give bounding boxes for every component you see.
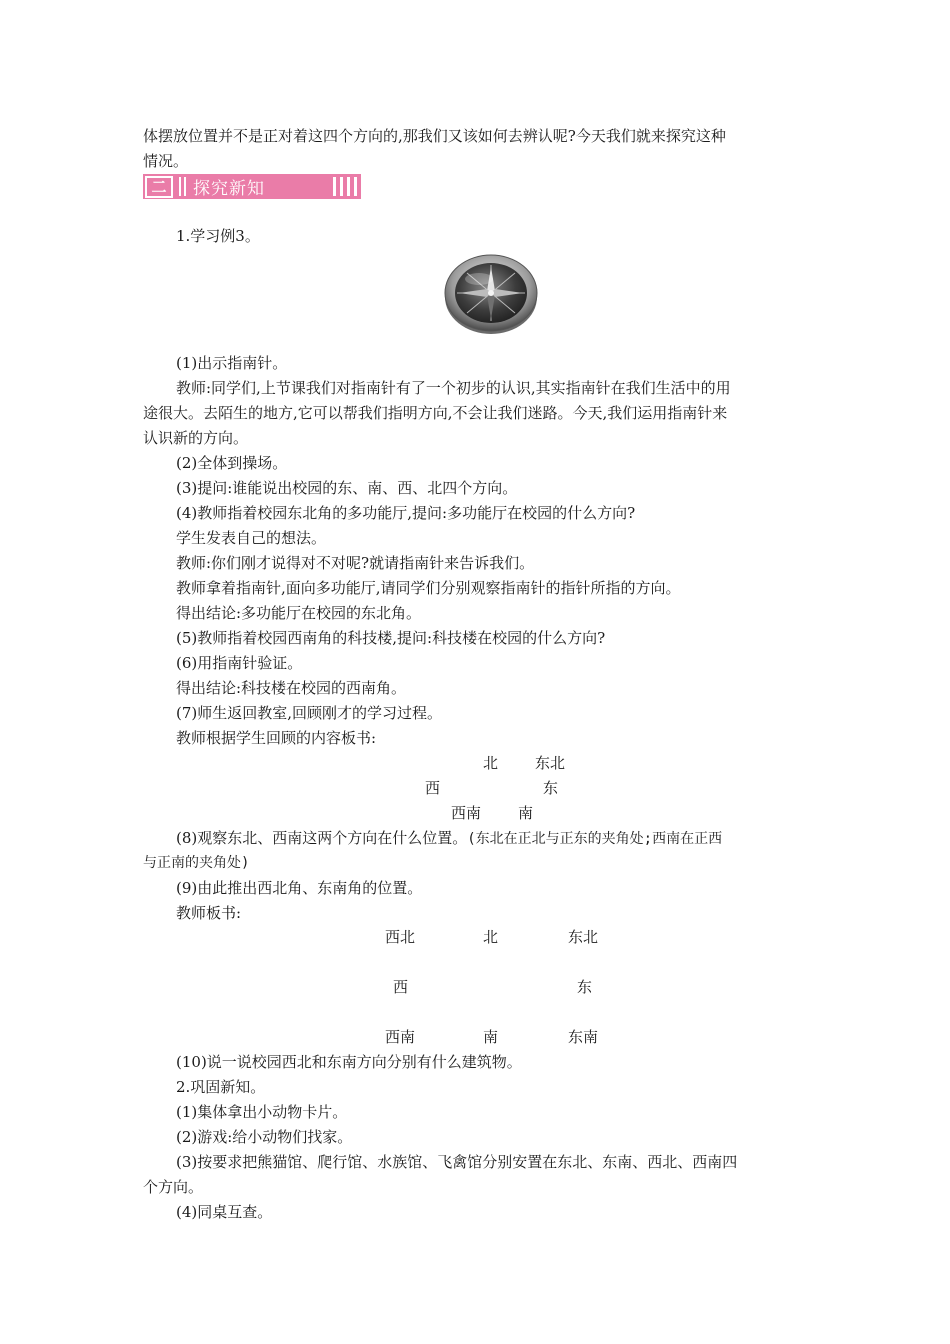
step-7-board: 教师根据学生回顾的内容板书:	[176, 729, 377, 747]
section-banner	[143, 174, 361, 199]
step-9-board: 教师板书:	[176, 904, 242, 922]
consolidate-4: (4)同桌互查。	[176, 1203, 273, 1221]
board2-southeast: 东南	[568, 1028, 599, 1046]
board1-southwest: 西南	[451, 804, 482, 822]
board2-west: 西	[393, 978, 409, 996]
step-2: (2)全体到操场。	[176, 454, 288, 472]
intro-line-2: 情况。	[143, 152, 189, 170]
consolidate-3-line-2: 个方向。	[143, 1178, 204, 1196]
board1-south: 南	[518, 804, 534, 822]
step-4-compass: 教师拿着指南针,面向多功能厅,请同学们分别观察指南针的指针所指的方向。	[176, 579, 681, 597]
step-8-note: (东北在正北与正东的夹角处;西南在正西	[467, 831, 723, 847]
board2-south: 南	[483, 1028, 499, 1046]
board2-southwest: 西南	[385, 1028, 416, 1046]
banner-stripes	[329, 177, 357, 196]
board2-east: 东	[577, 978, 593, 996]
step-8-note-line-2: 与正南的夹角处)	[143, 855, 250, 871]
step-4-conclusion: 得出结论:多功能厅在校园的东北角。	[176, 604, 422, 622]
step-1: (1)出示指南针。	[176, 354, 288, 372]
board1-northeast: 东北	[535, 754, 566, 772]
step-4-teacher: 教师:你们刚才说得对不对呢?就请指南针来告诉我们。	[176, 554, 535, 572]
board2-north: 北	[483, 928, 499, 946]
step-4: (4)教师指着校园东北角的多功能厅,提问:多功能厅在校园的什么方向?	[176, 504, 636, 522]
compass-icon	[443, 251, 539, 335]
step-7: (7)师生返回教室,回顾刚才的学习过程。	[176, 704, 443, 722]
step-1-teacher-line-3: 认识新的方向。	[143, 429, 249, 447]
consolidate-heading: 2.巩固新知。	[176, 1078, 266, 1096]
step-1-teacher-line-2: 途很大。去陌生的地方,它可以帮我们指明方向,不会让我们迷路。今天,我们运用指南针来	[143, 404, 728, 422]
step-6-conclusion: 得出结论:科技楼在校园的西南角。	[176, 679, 407, 697]
step-4-students: 学生发表自己的想法。	[176, 529, 327, 547]
step-6: (6)用指南针验证。	[176, 654, 303, 672]
step-8	[176, 828, 722, 849]
section-number: 二	[145, 176, 173, 198]
intro-line-1: 体摆放位置并不是正对着这四个方向的,那我们又该如何去辨认呢?今天我们就来探究这种	[143, 127, 726, 145]
step-1-teacher-line-1: 教师:同学们,上节课我们对指南针有了一个初步的认识,其实指南针在我们生活中的用	[176, 379, 731, 397]
board2-northeast: 东北	[568, 928, 599, 946]
step-8-text: (8)观察东北、西南这两个方向在什么位置。	[176, 829, 468, 847]
consolidate-1: (1)集体拿出小动物卡片。	[176, 1103, 348, 1121]
board1-east: 东	[543, 779, 559, 797]
board1-north: 北	[483, 754, 499, 772]
banner-divider	[179, 177, 189, 196]
consolidate-3-line-1: (3)按要求把熊猫馆、爬行馆、水族馆、飞禽馆分别安置在东北、东南、西北、西南四	[176, 1153, 738, 1171]
example-heading: 1.学习例3。	[176, 227, 260, 245]
step-10: (10)说一说校园西北和东南方向分别有什么建筑物。	[176, 1053, 522, 1071]
step-3: (3)提问:谁能说出校园的东、南、西、北四个方向。	[176, 479, 518, 497]
step-5: (5)教师指着校园西南角的科技楼,提问:科技楼在校园的什么方向?	[176, 629, 606, 647]
board1-west: 西	[425, 779, 441, 797]
consolidate-2: (2)游戏:给小动物们找家。	[176, 1128, 353, 1146]
section-title: 探究新知	[193, 179, 265, 199]
step-9: (9)由此推出西北角、东南角的位置。	[176, 879, 423, 897]
board2-northwest: 西北	[385, 928, 416, 946]
